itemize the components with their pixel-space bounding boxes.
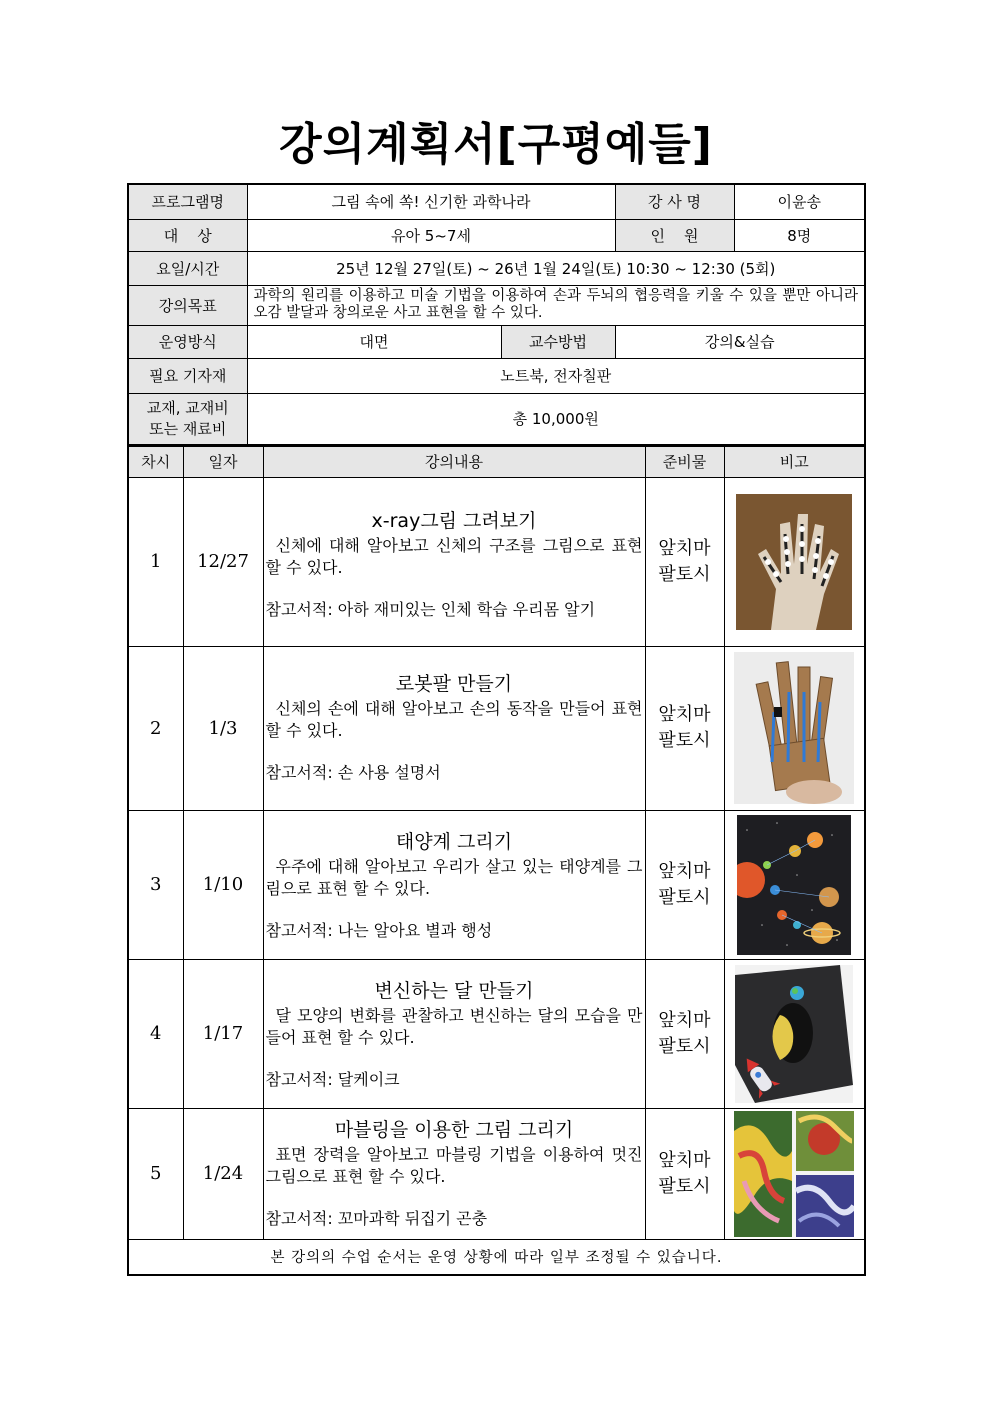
remarks-photo	[724, 1108, 865, 1239]
header-prep: 준비물	[645, 446, 724, 477]
session-date: 1/24	[183, 1108, 263, 1239]
prep-item-apron: 앞치마	[658, 1009, 711, 1031]
remarks-photo	[724, 959, 865, 1108]
schedule-label: 요일/시간	[128, 251, 247, 285]
lesson-reference: 참고서적: 나는 알아요 별과 행성	[265, 920, 493, 940]
prep-item-sleeves: 팔토시	[658, 730, 711, 751]
prep-item-apron: 앞치마	[658, 860, 711, 882]
target-label: 대 상	[128, 219, 247, 251]
lesson-description: 우주에 대해 알아보고 우리가 살고 있는 태양계를 그림으로 표현 할 수 있다.	[265, 856, 643, 898]
instructor-label: 강 사 명	[615, 184, 734, 219]
lesson-title: 변신하는 달 만들기	[374, 979, 534, 1002]
session-date: 1/3	[183, 646, 263, 810]
equipment-label: 필요 기자재	[128, 358, 247, 393]
schedule-value: 25년 12월 27일(토) ~ 26년 1월 24일(토) 10:30 ~ 12:30 (5회)	[247, 251, 865, 285]
lesson-description: 표면 장력을 알아보고 마블링 기법을 이용하여 멋진 그림으로 표현 할 수 있다.	[265, 1144, 643, 1186]
prep-item-sleeves: 팔토시	[658, 1175, 711, 1197]
session-number: 4	[128, 959, 183, 1108]
header-remarks: 비고	[724, 446, 865, 477]
goal-label: 강의목표	[128, 285, 247, 325]
lesson-content	[263, 1108, 645, 1239]
schedule-footer-note: 본 강의의 수업 순서는 운영 상황에 따라 일부 조정될 수 있습니다.	[128, 1239, 865, 1275]
session-number: 1	[128, 477, 183, 646]
method-label: 운영방식	[128, 325, 247, 358]
header-date: 일자	[183, 446, 263, 477]
prep-items	[645, 810, 724, 959]
lesson-content	[263, 477, 645, 646]
capacity-label: 인 원	[615, 219, 734, 251]
moon-craft-image	[735, 965, 853, 1103]
solar-system-image	[737, 815, 851, 955]
session-number: 5	[128, 1108, 183, 1239]
prep-items	[645, 1108, 724, 1239]
lesson-content	[263, 810, 645, 959]
program-label: 프로그램명	[128, 184, 247, 219]
lesson-title: 태양계 그리기	[395, 830, 513, 853]
goal-value: 과학의 원리를 이용하고 미술 기법을 이용하여 손과 두뇌의 협응력을 키울 수 있을 뿐만 아니라 오감 발달과 창의로운 사고 표현을 할 수 있다.	[247, 285, 865, 325]
capacity-value: 8명	[734, 219, 865, 251]
lesson-reference: 참고서적: 달케이크	[265, 1069, 400, 1089]
method-value: 대면	[247, 325, 501, 358]
page-title: 강의계획서[구평예들]	[279, 119, 713, 170]
table-row	[128, 646, 865, 810]
remarks-photo	[724, 810, 865, 959]
lesson-description: 신체에 대해 알아보고 신체의 구조를 그림으로 표현 할 수 있다.	[265, 535, 643, 577]
teaching-label: 교수방법	[501, 325, 615, 358]
instructor-value: 이윤송	[734, 184, 865, 219]
x-ray-hand-image	[736, 494, 852, 630]
lesson-title: 로봇팔 만들기	[395, 672, 513, 695]
program-value: 그림 속에 쏙! 신기한 과학나라	[247, 184, 615, 219]
material-label	[128, 393, 247, 445]
lesson-reference: 참고서적: 꼬마과학 뒤집기 곤충	[265, 1208, 488, 1228]
table-row	[128, 959, 865, 1108]
prep-items	[645, 477, 724, 646]
equipment-value: 노트북, 전자칠판	[247, 358, 865, 393]
table-row	[128, 810, 865, 959]
header-content: 강의내용	[263, 446, 645, 477]
material-value: 총 10,000원	[247, 393, 865, 445]
lesson-reference: 참고서적: 손 사용 설명서	[265, 762, 441, 782]
prep-item-apron: 앞치마	[658, 1149, 711, 1171]
remarks-photo	[724, 477, 865, 646]
prep-items	[645, 959, 724, 1108]
table-row	[128, 1108, 865, 1239]
lesson-reference: 참고서적: 아하 재미있는 인체 학습 우리몸 알기	[265, 599, 596, 619]
lesson-title: 마블링을 이용한 그림 그리기	[334, 1118, 574, 1141]
course-info-table	[127, 183, 866, 446]
prep-item-sleeves: 팔토시	[658, 563, 711, 585]
session-number: 2	[128, 646, 183, 810]
session-number: 3	[128, 810, 183, 959]
lesson-content	[263, 646, 645, 810]
prep-item-apron: 앞치마	[658, 537, 711, 559]
lesson-description: 신체의 손에 대해 알아보고 손의 동작을 만들어 표현 할 수 있다.	[265, 698, 643, 740]
material-label-line2: 또는 재료비	[149, 419, 227, 438]
prep-item-sleeves: 팔토시	[658, 886, 711, 908]
lesson-content	[263, 959, 645, 1108]
target-value: 유아 5~7세	[247, 219, 615, 251]
prep-item-apron: 앞치마	[658, 704, 711, 725]
material-label-line1: 교재, 교재비	[146, 398, 229, 417]
session-date: 12/27	[183, 477, 263, 646]
prep-items	[645, 646, 724, 810]
prep-item-sleeves: 팔토시	[658, 1035, 711, 1057]
marbling-art-image	[734, 1111, 854, 1237]
lesson-title: x-ray그림 그려보기	[371, 509, 537, 532]
session-date: 1/17	[183, 959, 263, 1108]
session-date: 1/10	[183, 810, 263, 959]
table-row	[128, 477, 865, 646]
header-session: 차시	[128, 446, 183, 477]
lesson-description: 달 모양의 변화를 관찰하고 변신하는 달의 모습을 만들어 표현 할 수 있다.	[265, 1005, 643, 1047]
remarks-photo	[724, 646, 865, 810]
teaching-value: 강의&실습	[615, 325, 865, 358]
lesson-schedule-table	[127, 445, 866, 1276]
robot-hand-image	[734, 652, 854, 804]
